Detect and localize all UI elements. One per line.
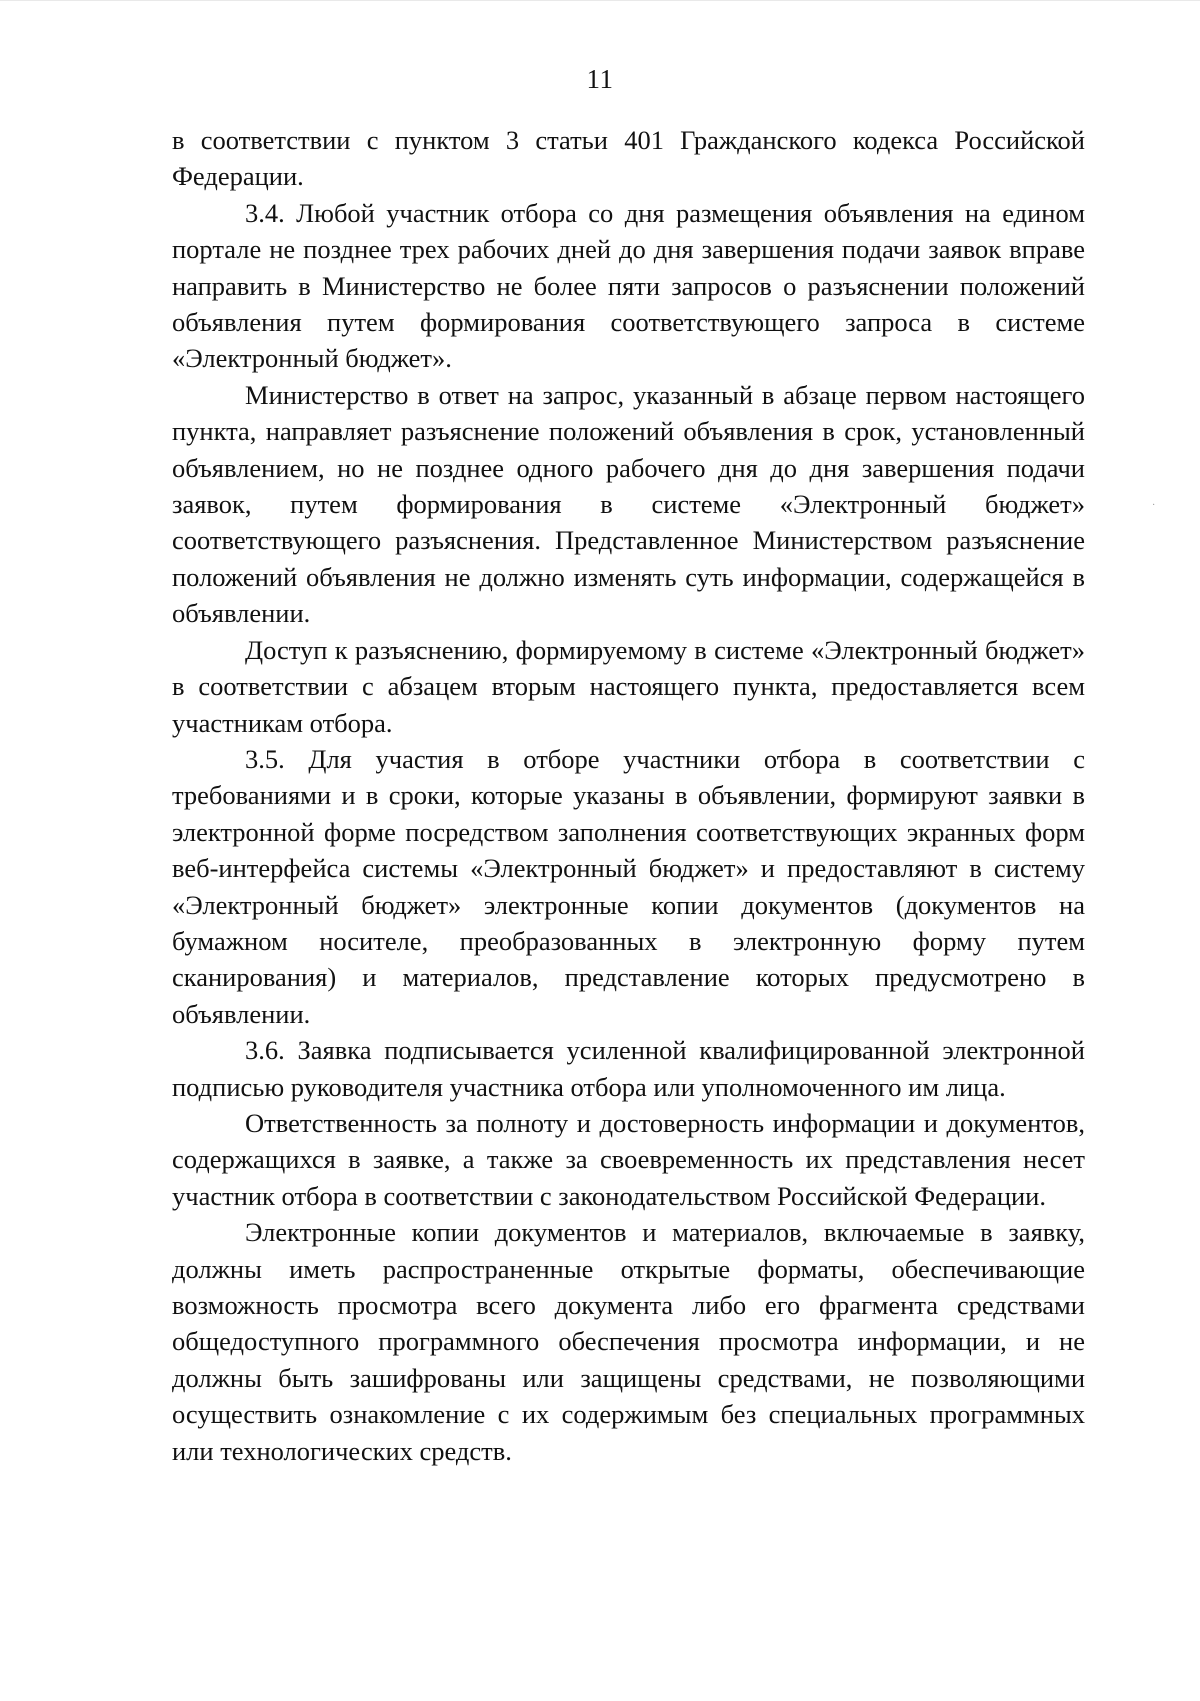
paragraph-access-clarification: Доступ к разъяснению, формируемому в системе «Электронный бюджет» в соответствии с абзацем вторым настоящего пункта, предоставляется всем участникам отбора.: [172, 634, 1085, 738]
scan-artifact-mark: ·: [1152, 500, 1156, 511]
paragraph-continuation: в соответствии с пунктом 3 статьи 401 Гражданского кодекса Российской Федерации.: [172, 125, 1085, 192]
paragraph-3-4: 3.4. Любой участник отбора со дня размещения объявления на едином портале не позднее трех рабочих дней до дня завершения подачи заявок вправе направить в Министерство не более пяти запросов о разъяснении положений объявления путем формирования соответствующего запроса в системе «Электронный бюджет».: [172, 197, 1085, 374]
document-body: [172, 122, 1085, 1469]
scan-edge-line: [0, 0, 1200, 1]
paragraph-responsibility: Ответственность за полноту и достоверность информации и документов, содержащихся в заявке, а также за своевременность их представления несет участник отбора в соответствии с законодательством Российской Федерации.: [172, 1107, 1085, 1211]
paragraph-electronic-copies: Электронные копии документов и материалов, включаемые в заявку, должны иметь распространенные открытые форматы, обеспечивающие возможность просмотра всего документа либо его фрагмента средствами общедоступного программного обеспечения просмотра информации, и не должны быть зашифрованы или защищены средствами, не позволяющими осуществить ознакомление с их содержимым без специальных программных или технологических средств.: [172, 1217, 1085, 1466]
page-number: 11: [586, 64, 614, 94]
paragraph-ministry-response: Министерство в ответ на запрос, указанный в абзаце первом настоящего пункта, направляет разъяснение положений объявления в срок, установленный объявлением, но не позднее одного рабочего дня до дня завершения подачи заявок, путем формирования в системе «Электронный бюджет» соответствующего разъяснения. Представленное Министерством разъяснение положений объявления не должно изменять суть информации, содержащейся в объявлении.: [172, 379, 1085, 629]
paragraph-3-5: 3.5. Для участия в отборе участники отбора в соответствии с требованиями и в сроки, которые указаны в объявлении, формируют заявки в электронной форме посредством заполнения соответствующих экранных форм веб-интерфейса системы «Электронный бюджет» и предоставляют в систему «Электронный бюджет» электронные копии документов (документов на бумажном носителе, преобразованных в электронную форму путем сканирования) и материалов, представление которых предусмотрено в объявлении.: [172, 743, 1085, 1029]
paragraph-3-6: 3.6. Заявка подписывается усиленной квалифицированной электронной подписью руководителя участника отбора или уполномоченного им лица.: [172, 1035, 1085, 1102]
